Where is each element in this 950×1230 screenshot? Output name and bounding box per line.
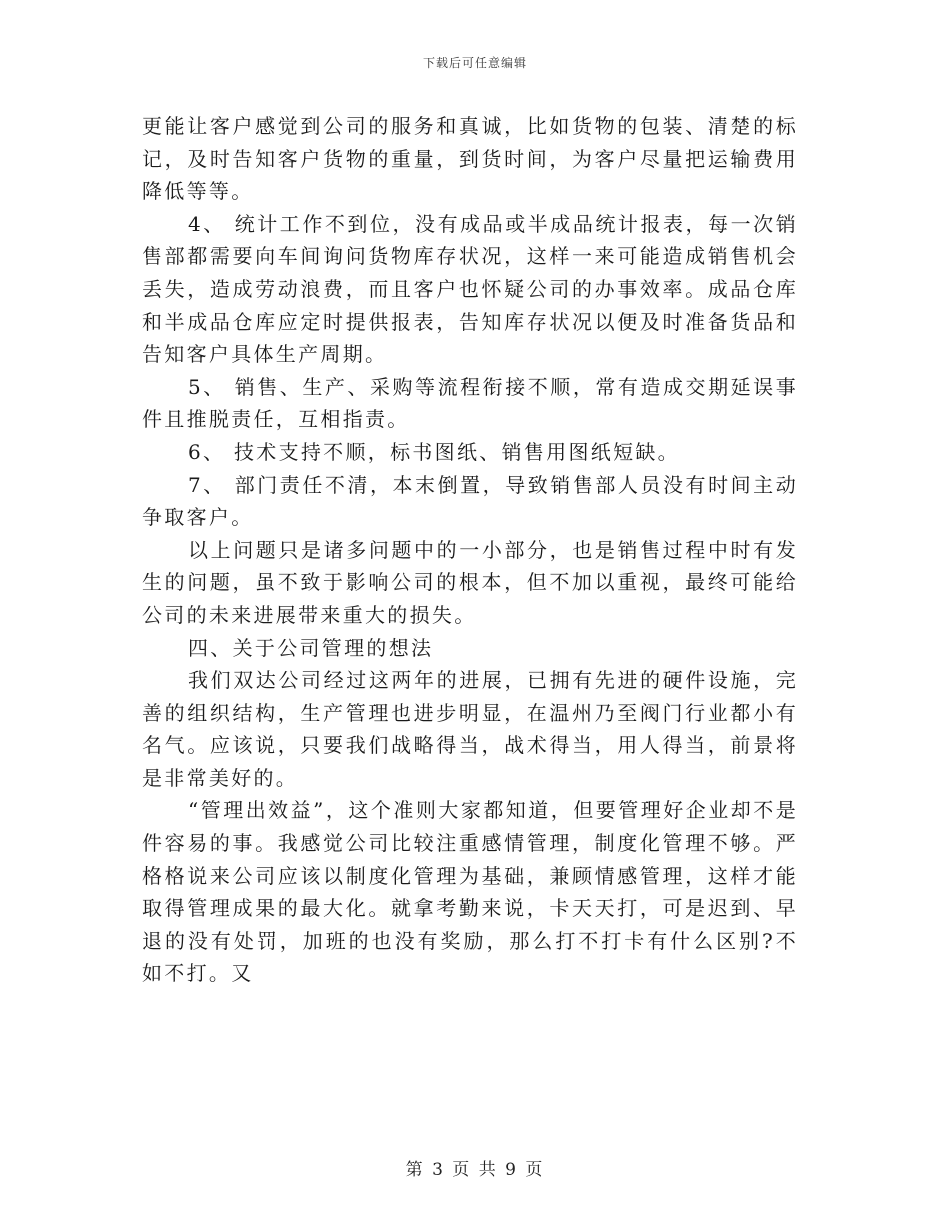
paragraph-company-progress: 我们双达公司经过这两年的进展，已拥有先进的硬件设施，完善的组织结构，生产管理也进步明显，在温州乃至阀门行业都小有名气。应该说，只要我们战略得当，战术得当，用人得当，前景将是非常美好的。	[142, 668, 798, 790]
paragraph-item-6: 6、 技术支持不顺，标书图纸、销售用图纸短缺。	[188, 439, 680, 464]
paragraph-summary: 以上问题只是诸多问题中的一小部分，也是销售过程中时有发生的问题，虽不致于影响公司的根本，但不加以重视，最终可能给公司的未来进展带来重大的损失。	[142, 537, 798, 627]
section-heading: 四、关于公司管理的想法	[188, 635, 434, 660]
paragraph-item-7: 7、 部门责任不清，本末倒置，导致销售部人员没有时间主动争取客户。	[142, 472, 798, 530]
page-footer: 第 3 页 共 9 页	[405, 1160, 545, 1180]
paragraph-continuation: 更能让客户感觉到公司的服务和真诚，比如货物的包装、清楚的标记，及时告知客户货物的重量，到货时间，为客户尽量把运输费用降低等等。	[142, 114, 798, 204]
paragraph-management: “管理出效益”，这个准则大家都知道，但要管理好企业却不是件容易的事。我感觉公司比较注重感情管理，制度化管理不够。严格格说来公司应该以制度化管理为基础，兼顾情感管理，这样才能取得管理成果的最大化。就拿考勤来说，卡天天打，可是迟到、早退的没有处罚，加班的也没有奖励，那么打不打卡有什么区别?不如不打。又	[142, 798, 798, 986]
paragraph-item-5: 5、 销售、生产、采购等流程衔接不顺，常有造成交期延误事件且推脱责任，互相指责。	[142, 374, 798, 432]
paragraph-item-4: 4、 统计工作不到位，没有成品或半成品统计报表，每一次销售部都需要向车间询问货物库存状况，这样一来可能造成销售机会丢失，造成劳动浪费，而且客户也怀疑公司的办事效率。成品仓库和半成品仓库应定时提供报表，告知库存状况以便及时准备货品和告知客户具体生产周期。	[142, 211, 798, 367]
document-body	[142, 110, 798, 990]
page-header: 下载后可任意编辑	[422, 56, 527, 70]
